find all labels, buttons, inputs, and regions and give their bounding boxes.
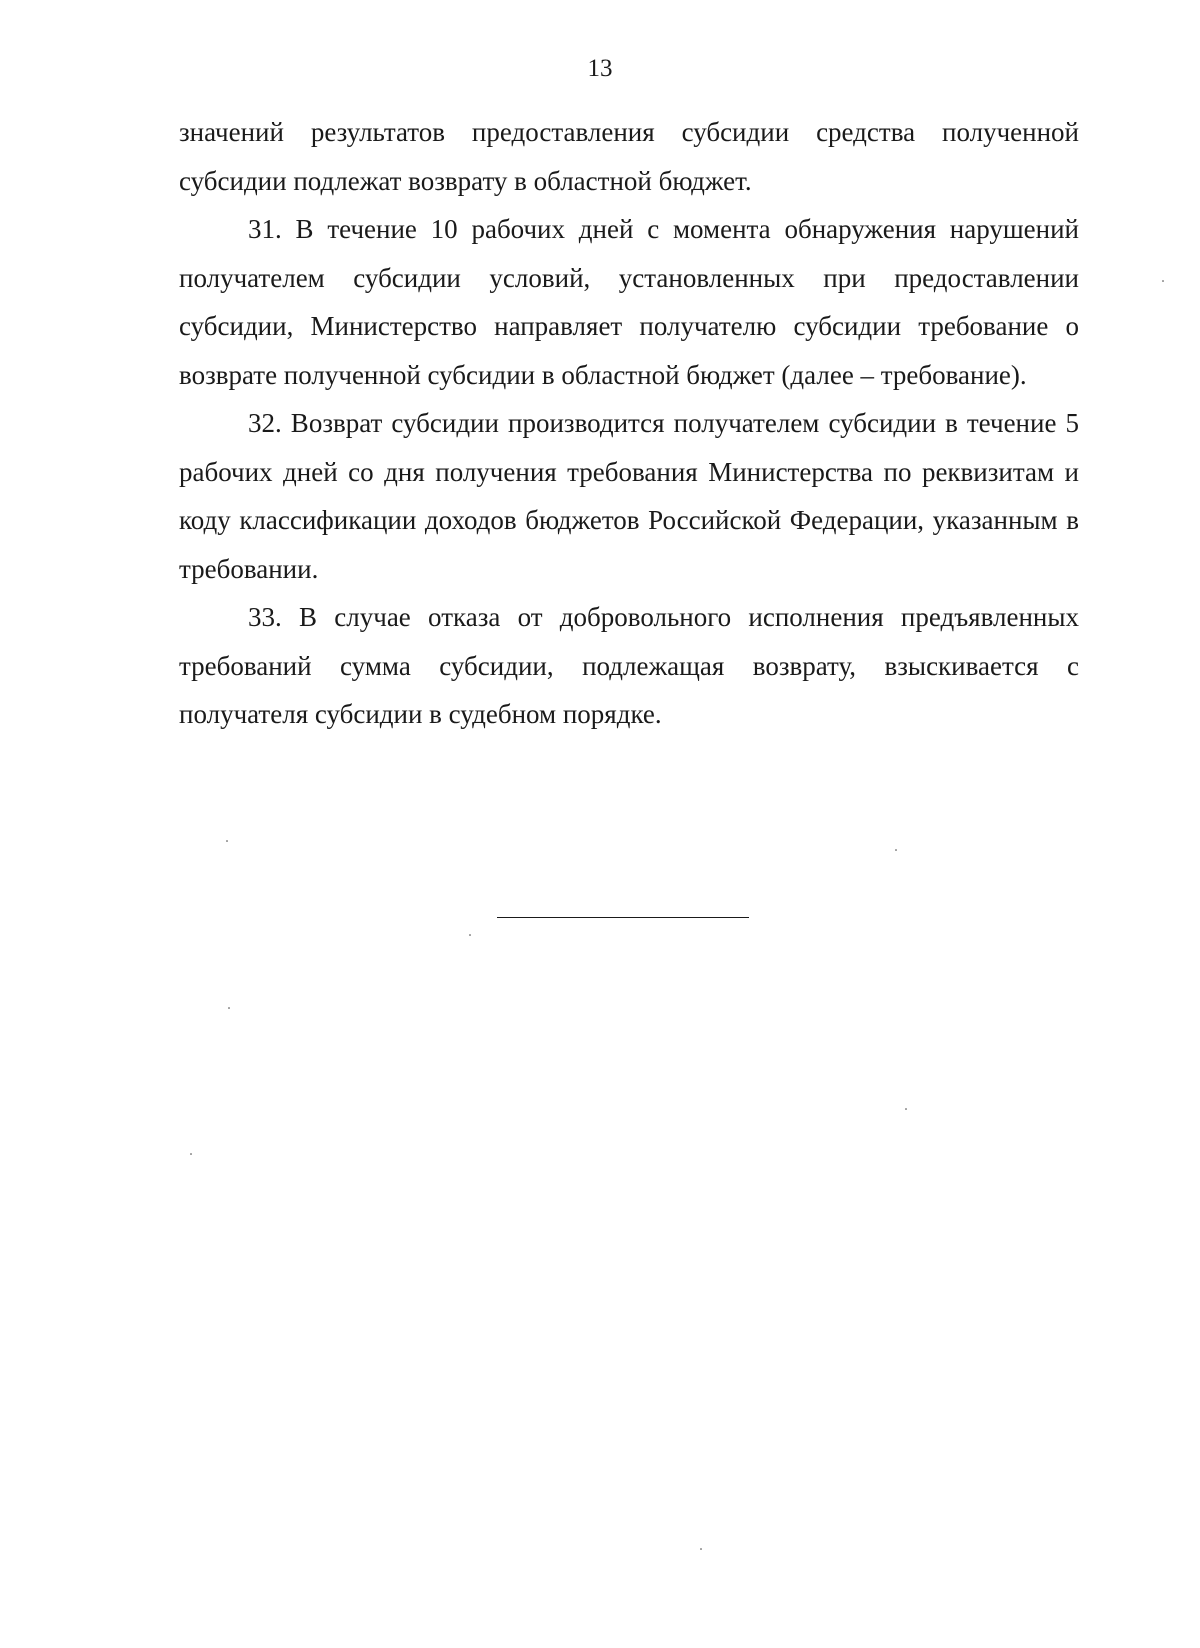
paragraph-33: 33. В случае отказа от добровольного исполнения предъявленных требований сумма субсидии, подлежащая возврату, взыскивается с получателя субсидии в судебном порядке. bbox=[179, 602, 1079, 729]
page-number: 13 bbox=[587, 55, 613, 82]
scan-speck bbox=[895, 849, 897, 851]
scan-speck bbox=[469, 934, 471, 936]
document-body bbox=[179, 108, 1079, 739]
scan-speck bbox=[226, 840, 228, 842]
scan-speck bbox=[228, 1007, 230, 1009]
scan-speck bbox=[700, 1548, 702, 1550]
document-end-line bbox=[497, 917, 749, 918]
scan-speck bbox=[190, 1153, 192, 1155]
scan-speck bbox=[1162, 280, 1164, 282]
paragraph-32: 32. Возврат субсидии производится получателем субсидии в течение 5 рабочих дней со дня получения требования Министерства по реквизитам и коду классификации доходов бюджетов Российской Федерации, указанным в требовании. bbox=[179, 408, 1079, 584]
scan-speck bbox=[905, 1108, 907, 1110]
paragraph-31: 31. В течение 10 рабочих дней с момента обнаружения нарушений получателем субсидии условий, установленных при предоставлении субсидии, Министерство направляет получателю субсидии требование о возврате полученной субсидии в областной бюджет (далее – требование). bbox=[179, 214, 1079, 390]
paragraph-continuation: значений результатов предоставления субсидии средства полученной субсидии подлежат возврату в областной бюджет. bbox=[179, 117, 1079, 196]
